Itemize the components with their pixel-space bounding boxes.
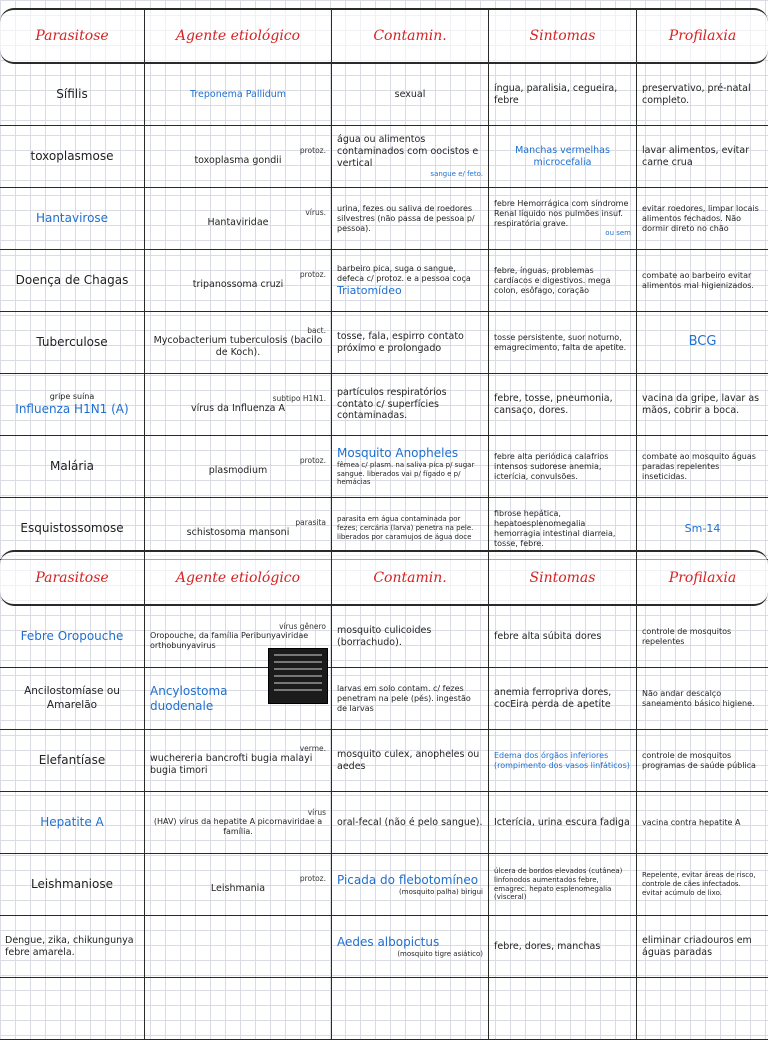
agent-type: protoz.	[299, 873, 326, 883]
table-1	[0, 8, 768, 560]
agent-type: bact.	[307, 325, 326, 335]
disease-name: Hantavirose	[35, 211, 109, 225]
symptoms: febre alta súbita dores	[494, 630, 602, 642]
contamination: sexual	[394, 88, 426, 100]
table-row	[0, 312, 768, 374]
header-contamination: Contamin.	[332, 552, 489, 604]
agent-name: vírus da Influenza A	[190, 403, 286, 415]
header-agent: Agente etiológico	[145, 10, 332, 62]
agent-type: vírus gênero	[279, 621, 326, 631]
symptoms: íngua, paralisia, cegueira, febre	[494, 82, 618, 106]
contamination: barbeiro pica, suga o sangue, defeca c/ protoz. e a pessoa coça	[337, 263, 471, 283]
header-parasitose: Parasitose	[0, 552, 145, 604]
table-2	[0, 550, 768, 1040]
contamination: tosse, fala, espirro contato próximo e prolongado	[337, 330, 464, 354]
symptoms: Manchas vermelhas microcefalia	[515, 144, 610, 168]
header-prevention: Profilaxia	[668, 570, 737, 586]
agent-type: protoz.	[299, 145, 326, 155]
prevention: Não andar descalço saneamento básico higiene.	[642, 688, 755, 708]
contamination: Picada do flebotomíneo	[337, 872, 479, 887]
table-1-header	[0, 8, 768, 64]
agent-name: plasmodium	[208, 465, 268, 477]
agent-type: parasita	[295, 517, 326, 527]
contamination-note: sangue e/ feto.	[430, 169, 483, 178]
contamination: oral-fecal (não é pelo sangue).	[337, 816, 483, 828]
table-row	[0, 126, 768, 188]
contamination-note: (mosquito palha) birigui	[399, 887, 483, 896]
prevention: evitar roedores, limpar locais alimentos fechados. Não dormir direto no chão	[642, 203, 759, 233]
prevention: vacina da gripe, lavar as mãos, cobrir a boca.	[642, 392, 760, 416]
disease-name: Dengue, zika, chikungunya febre amarela.	[5, 934, 134, 958]
agent-type: verme.	[299, 743, 326, 753]
agent-name: tripanossoma cruzi	[192, 279, 284, 291]
header-symptoms: Sintomas	[489, 10, 637, 62]
symptoms: febre, dores, manchas	[494, 940, 601, 952]
table-row	[0, 64, 768, 126]
table-row	[0, 916, 768, 978]
symptoms: febre alta periódica calafrios intensos sudorese anemia, icterícia, convulsões.	[494, 451, 609, 481]
agent-name: (HAV) vírus da hepatite A picornaviridae a família.	[153, 817, 323, 837]
disease-name: Tuberculose	[36, 335, 108, 349]
agent-name: Oropouche, da família Peribunyaviridae orthobunyavirus	[150, 631, 309, 651]
disease-name: Doença de Chagas	[15, 273, 129, 287]
disease-name: Sífilis	[56, 87, 88, 101]
symptoms: febre Hemorrágica com síndrome Renal líquido nos pulmões insuf. respiratória grave.	[494, 199, 629, 229]
prevention: controle de mosquitos repelentes	[642, 626, 732, 646]
phone-screenshot-icon	[268, 648, 328, 704]
agent-name: wuchereria bancrofti bugia malayi bugia timori	[150, 753, 313, 777]
prevention: eliminar criadouros em águas paradas	[642, 934, 752, 958]
disease-name: Esquistossomose	[20, 521, 124, 535]
agent-name: toxoplasma gondii	[194, 155, 282, 167]
contamination: urina, fezes ou saliva de roedores silvestres (não passa de pessoa p/ pessoa).	[337, 203, 475, 233]
disease-name: toxoplasmose	[30, 149, 114, 163]
symptoms: febre, ínguas, problemas cardíacos e digestivos. mega colon, esôfago, coração	[494, 265, 611, 295]
contamination: mosquito culex, anopheles ou aedes	[337, 748, 480, 772]
disease-name: Ancilostomíase ou Amarelão	[24, 685, 120, 711]
contamination: parasita em água contaminada por fezes; cercária (larva) penetra na pele. liberados por caramujos de água doce	[337, 515, 474, 541]
disease-name: Febre Oropouche	[20, 629, 124, 643]
table-2-header	[0, 550, 768, 606]
prevention: lavar alimentos, evitar carne crua	[642, 144, 750, 168]
symptoms: Icterícia, urina escura fadiga	[494, 816, 630, 828]
symptoms: Edema dos órgãos inferiores (rompimento dos vasos linfáticos)	[494, 750, 630, 770]
prevention: Repelente, evitar áreas de risco, controle de cães infectados. evitar acúmulo de lixo.	[642, 871, 756, 897]
agent-name: Mycobacterium tuberculosis (bacilo de Koch).	[153, 335, 323, 359]
prevention: controle de mosquitos programas de saúde pública	[642, 750, 756, 770]
agent-name: Ancylostoma duodenale	[150, 683, 228, 713]
contamination: mosquito culicoides (borrachudo).	[337, 624, 432, 648]
symptoms: úlcera de bordos elevados (cutânea) linfonodos aumentados febre, emagrec. hepato esplenomegalia (visceral)	[494, 867, 623, 902]
symptoms: fibrose hepática, hepatoesplenomegalia hemorragia intestinal diarreia, tosse, febre.	[494, 508, 616, 548]
table-row	[0, 188, 768, 250]
agent-name: Leishmania	[210, 883, 266, 895]
agent-type: protoz.	[299, 269, 326, 279]
disease-name: Leishmaniose	[30, 877, 113, 891]
disease-name: Elefantíase	[38, 753, 106, 767]
empty-row	[0, 978, 768, 1040]
symptoms-note: ou sem	[605, 229, 631, 238]
table-row	[0, 730, 768, 792]
table-row	[0, 250, 768, 312]
symptoms: tosse persistente, suor noturno, emagrecimento, falta de apetite.	[494, 332, 627, 352]
contamination: água ou alimentos contaminados com oocistos e vertical	[337, 134, 479, 170]
prevention: combate ao barbeiro evitar alimentos mal higienizados.	[642, 270, 754, 290]
contamination: Mosquito Anopheles	[337, 445, 459, 460]
disease-name: Hepatite A	[40, 815, 104, 829]
header-agent: Agente etiológico	[145, 552, 332, 604]
agent-name: Treponema Pallidum	[189, 88, 287, 100]
contamination: Aedes albopictus	[337, 934, 440, 949]
table-row	[0, 374, 768, 436]
prevention: BCG	[688, 334, 717, 350]
contamination-note: fêmea c/ plasm. na saliva pica p/ sugar sangue. liberados vai p/ fígado e p/ hemácias	[337, 460, 475, 487]
header-prevention: Profilaxia	[668, 28, 737, 44]
table-row	[0, 854, 768, 916]
header-symptoms: Sintomas	[489, 552, 637, 604]
contamination: partículos respiratórios contato c/ superfícies contaminadas.	[337, 386, 447, 422]
table-row	[0, 668, 768, 730]
symptoms: febre, tosse, pneumonia, cansaço, dores.	[494, 392, 613, 416]
table-row	[0, 606, 768, 668]
agent-type: vírus	[307, 807, 326, 817]
header-contamination: Contamin.	[332, 10, 489, 62]
agent-type: protoz.	[299, 455, 326, 465]
prevention: preservativo, pré-natal completo.	[642, 82, 751, 106]
disease-name: Malária	[49, 459, 94, 473]
table-row	[0, 792, 768, 854]
table-row	[0, 436, 768, 498]
contamination-note: (mosquito tigre asiático)	[397, 949, 483, 958]
agent-type: vírus.	[305, 207, 326, 217]
symptoms: anemia ferropriva dores, cocEira perda de apetite	[494, 686, 612, 710]
prevention: Sm-14	[684, 521, 721, 535]
disease-name: Influenza H1N1 (A)	[15, 402, 129, 416]
prevention: vacina contra hepatite A	[642, 817, 741, 827]
contamination-vector: Triatomídeo	[337, 283, 402, 297]
agent-name: Hantaviridae	[207, 217, 269, 229]
header-parasitose: Parasitose	[0, 10, 145, 62]
agent-name: schistosoma mansoni	[186, 527, 290, 539]
disease-nickname: gripe suína	[49, 392, 95, 401]
contamination: larvas em solo contam. c/ fezes penetram na pele (pés). ingestão de larvas	[337, 683, 471, 713]
agent-type: subtipo H1N1.	[272, 393, 326, 403]
prevention: combate ao mosquito águas paradas repelentes inseticidas.	[642, 451, 756, 481]
